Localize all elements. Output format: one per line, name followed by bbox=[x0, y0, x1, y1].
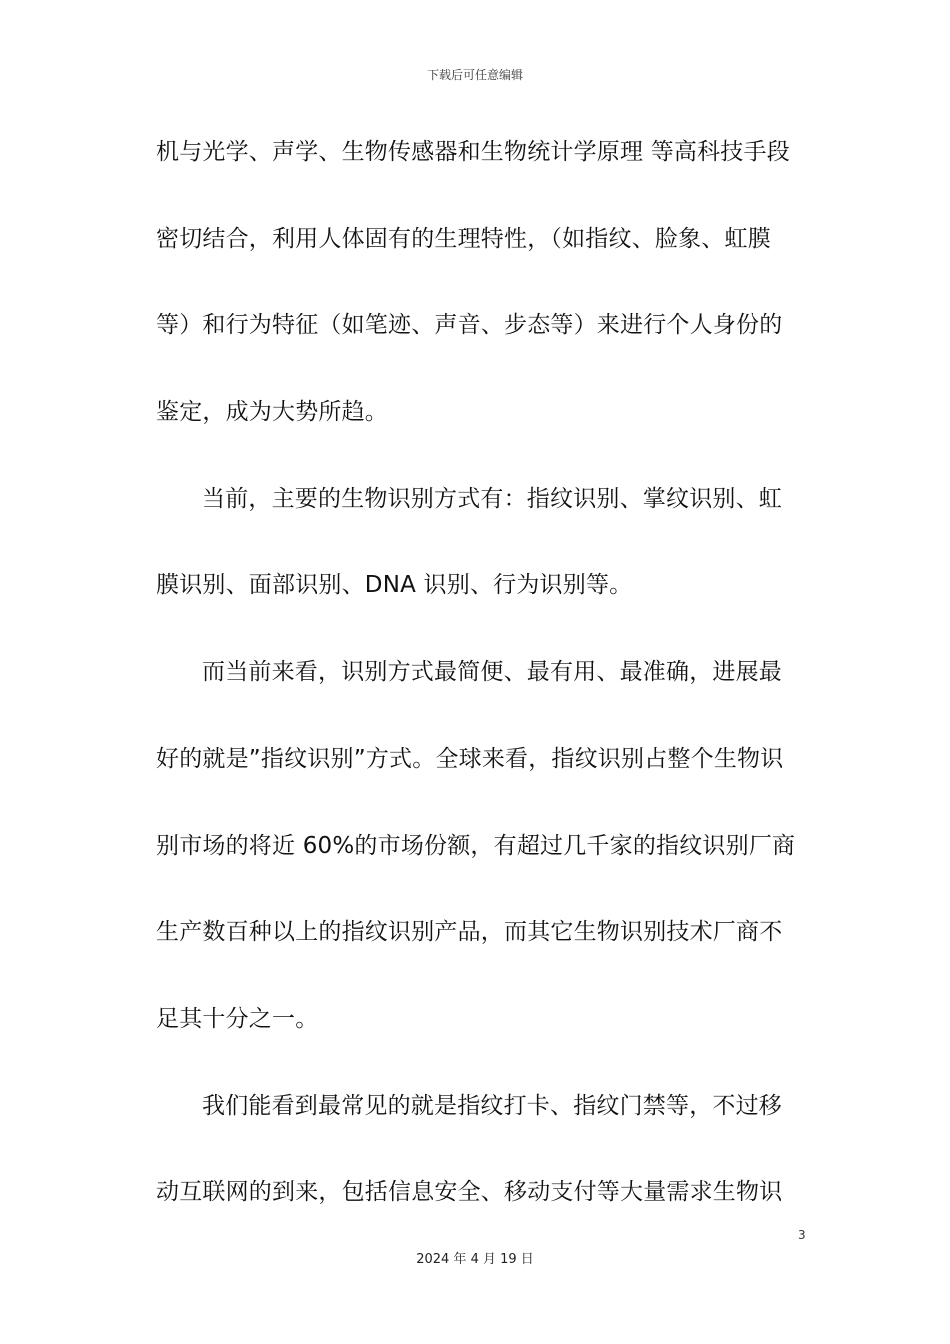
page-number: 3 bbox=[798, 1228, 806, 1242]
text-line: 机与光学、声学、生物传感器和生物统计学原理 等高科技手段 bbox=[156, 139, 790, 165]
text-line: 鉴定，成为大势所趋。 bbox=[156, 399, 388, 426]
text-line: 足其十分之一。 bbox=[156, 1005, 319, 1032]
text-line: 密切结合，利用人体固有的生理特性，（如指纹、脸象、虹膜 bbox=[156, 225, 771, 252]
text-line: 动互联网的到来，包括信息安全、移动支付等大量需求生物识 bbox=[156, 1179, 783, 1206]
page-footer-date: 2024 年 4 月 19 日 bbox=[416, 1252, 534, 1267]
text-line: 等）和行为特征（如笔迹、声音、步态等）来进行个人身份的 bbox=[156, 312, 783, 339]
text-line: 膜识别、面部识别、DNA 识别、行为识别等。 bbox=[156, 572, 633, 599]
text-line: 生产数百种以上的指纹识别产品，而其它生物识别技术厂商不 bbox=[156, 919, 783, 946]
paragraph-start-line: 我们能看到最常见的就是指纹打卡、指纹门禁等，不过移 bbox=[202, 1092, 782, 1119]
paragraph-start-line: 当前，主要的生物识别方式有：指纹识别、掌纹识别、虹 bbox=[202, 485, 782, 512]
page-header: 下载后可任意编辑 bbox=[426, 68, 523, 82]
paragraph-start-line: 而当前来看，识别方式最简便、最有用、最准确，进展最 bbox=[202, 659, 782, 686]
document-body bbox=[156, 130, 796, 1257]
text-line: 别市场的将近 60%的市场份额，有超过几千家的指纹识别厂商 bbox=[156, 832, 796, 859]
text-line: 好的就是”指纹识别”方式。全球来看，指纹识别占整个生物识 bbox=[156, 745, 784, 772]
